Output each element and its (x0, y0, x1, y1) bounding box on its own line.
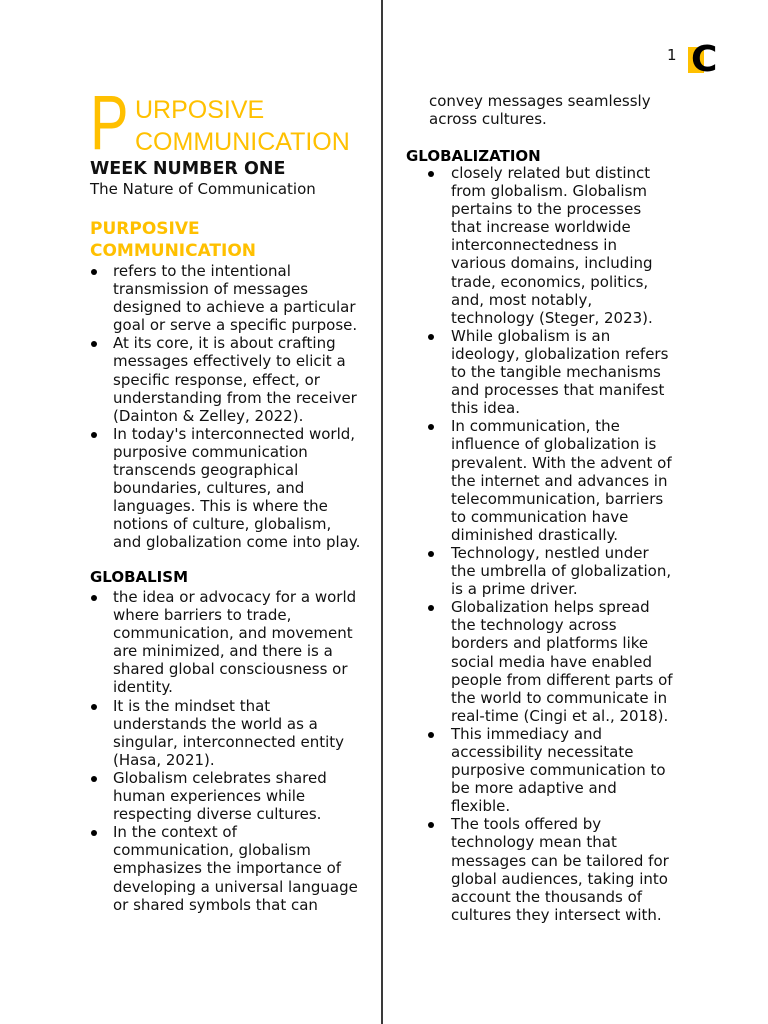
section-heading-globalism: GLOBALISM (90, 568, 188, 586)
bullet-icon (428, 171, 434, 177)
bullet-text: refers to the intentional transmission of messages designed to achieve a particular goal or serve a specific purpose. (113, 262, 358, 335)
list-item (427, 417, 727, 544)
purposive-communication-list (90, 262, 375, 552)
subtitle: The Nature of Communication (90, 180, 316, 198)
bullet-text: At its core, it is about crafting messages effectively to elicit a specific response, effect, or understanding from the receiver (Dainton & Zelley, 2022). (113, 334, 357, 425)
list-item (90, 769, 375, 823)
bullet-text: In the context of communication, globalism emphasizes the importance of developing a universal language or shared symbols that can (113, 823, 358, 914)
title-text (135, 94, 350, 158)
list-item (427, 544, 727, 598)
list-item (90, 697, 375, 769)
bullet-icon (91, 830, 97, 836)
bullet-text: Globalization helps spread the technology across borders and platforms like social media have enabled people from different parts of the world to communicate in real-time (Cingi et al., 2018). (451, 598, 673, 725)
bullet-text: The tools offered by technology mean that messages can be tailored for global audiences, taking into account the thousands of cultures they intersect with. (451, 815, 669, 924)
bullet-icon (91, 776, 97, 782)
title-line-2: COMMUNICATION (135, 128, 350, 156)
continued-text: convey messages seamlessly across cultures. (429, 92, 651, 129)
bullet-text: While globalism is an ideology, globalization refers to the tangible mechanisms and processes that manifest this idea. (451, 326, 669, 418)
brand-logo (688, 39, 724, 80)
list-item (427, 725, 727, 815)
bullet-icon (428, 551, 434, 557)
bullet-icon (91, 595, 97, 601)
bullet-text: It is the mindset that understands the world as a singular, interconnected entity (Hasa, 2021). (113, 696, 345, 769)
list-item (427, 598, 727, 725)
logo-letter: C (691, 39, 718, 80)
globalization-list (427, 164, 727, 924)
page-number: 1 (667, 46, 677, 64)
bullet-icon (428, 732, 434, 738)
globalism-list (90, 588, 375, 914)
title-line-1: URPOSIVE (135, 96, 265, 124)
section-heading-purposive-communication: PURPOSIVE COMMUNICATION (90, 219, 257, 261)
list-item (90, 425, 375, 552)
bullet-icon (91, 432, 97, 438)
bullet-text: closely related but distinct from globalism. Globalism pertains to the processes that increase worldwide interconnectedness in various domains, including trade, economics, politics, and, most notably, technology (Steger, 2023). (451, 164, 653, 327)
bullet-text: In today's interconnected world, purposive communication transcends geographical boundaries, cultures, and languages. This is where the notions of culture, globalism, and globalization come into play. (113, 424, 361, 552)
week-heading: WEEK NUMBER ONE (90, 159, 286, 179)
list-item (427, 815, 727, 924)
bullet-text: Technology, nestled under the umbrella of globalization, is a prime driver. (451, 543, 672, 599)
column-divider (381, 0, 383, 1024)
section-heading-globalization: GLOBALIZATION (406, 147, 541, 165)
title-drop-cap: P (90, 80, 129, 166)
bullet-text: the idea or advocacy for a world where barriers to trade, communication, and movement are minimized, and there is a shared global consciousness or identity. (113, 588, 357, 697)
list-item (427, 327, 727, 417)
list-item (90, 334, 375, 424)
list-item (90, 262, 375, 334)
bullet-icon (428, 822, 434, 828)
bullet-icon (428, 424, 434, 430)
bullet-icon (428, 605, 434, 611)
bullet-icon (91, 269, 97, 275)
bullet-text: This immediacy and accessibility necessitate purposive communication to be more adaptive and flexible. (451, 724, 666, 816)
bullet-icon (91, 341, 97, 347)
bullet-text: In communication, the influence of globalization is prevalent. With the advent of the internet and advances in telecommunication, barriers to communication have diminished drastically. (451, 417, 672, 544)
list-item (427, 164, 727, 327)
list-item (90, 823, 375, 913)
bullet-icon (428, 334, 434, 340)
bullet-icon (91, 704, 97, 710)
bullet-text: Globalism celebrates shared human experiences while respecting diverse cultures. (113, 768, 327, 824)
list-item (90, 588, 375, 697)
